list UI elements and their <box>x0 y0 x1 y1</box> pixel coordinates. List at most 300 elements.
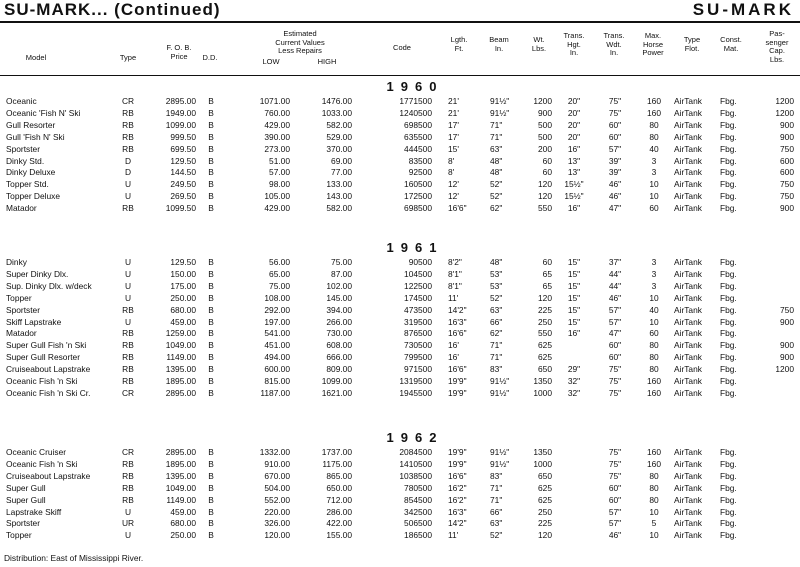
cell-beam: 53" <box>490 280 503 291</box>
cell-wt: 1350 <box>533 447 552 457</box>
cell-hp: 80 <box>649 352 659 363</box>
cell-high: 143.00 <box>326 191 352 202</box>
cell-model: Matador <box>6 203 37 214</box>
cell-type: U <box>124 179 132 190</box>
header-bottom-rule <box>0 75 800 76</box>
cell-cap: 750 <box>780 143 794 154</box>
cell-hp: 5 <box>651 518 657 529</box>
cell-dd: B <box>208 340 214 351</box>
cell-type: RB <box>122 458 134 469</box>
cell-hp: 80 <box>649 482 659 493</box>
cell-lgth: 15' <box>448 143 459 154</box>
cell-hp: 3 <box>651 268 657 279</box>
cell-wt: 225 <box>538 518 552 529</box>
cell-lgth: 19'9" <box>448 387 467 398</box>
col-passenger-cap: Pas- senger Cap. Lbs. <box>765 29 789 64</box>
cell-lgth: 19'9" <box>448 376 467 386</box>
col-price: F. O. B. Price <box>166 43 192 61</box>
cell-lgth: 16'3" <box>448 316 467 327</box>
cell-flot: AirTank <box>674 506 702 517</box>
cell-model: Sportster <box>6 518 40 529</box>
cell-cap: 600 <box>780 155 794 166</box>
cell-low: 760.00 <box>264 107 290 118</box>
cell-price: 1895.00 <box>165 376 196 386</box>
cell-dd: B <box>208 280 214 291</box>
cell-cap: 900 <box>780 352 794 363</box>
cell-wdt: 75" <box>608 107 622 118</box>
cell-high: 666.00 <box>326 352 352 363</box>
cell-type: RB <box>122 107 134 118</box>
cell-model: Gull 'Fish N' Ski <box>6 131 65 142</box>
cell-wdt: 75" <box>608 470 622 481</box>
col-dd: D.D. <box>202 53 218 62</box>
cell-wt: 65 <box>542 268 552 279</box>
cell-hp: 10 <box>649 316 659 327</box>
cell-price: 1049.00 <box>165 482 196 493</box>
cell-wt: 500 <box>538 119 552 130</box>
cell-code: 172500 <box>404 191 432 202</box>
cell-high: 77.00 <box>331 167 352 178</box>
cell-high: 266.00 <box>326 316 352 327</box>
cell-dd: B <box>208 458 214 469</box>
cell-dd: B <box>208 203 214 214</box>
cell-code: 174500 <box>404 292 432 303</box>
cell-dd: B <box>208 494 214 505</box>
table-row <box>0 506 800 518</box>
cell-hgt: 16" <box>567 328 581 339</box>
cell-mat: Fbg. <box>720 167 737 178</box>
cell-hp: 10 <box>649 530 659 541</box>
cell-wdt: 57" <box>608 518 622 529</box>
cell-hgt: 20" <box>567 131 581 142</box>
cell-dd: B <box>208 107 214 118</box>
cell-cap: 1200 <box>775 364 794 375</box>
cell-high: 1476.00 <box>321 96 352 106</box>
cell-hp: 160 <box>647 107 661 118</box>
cell-price: 250.00 <box>170 292 196 303</box>
cell-dd: B <box>208 292 214 303</box>
cell-hp: 10 <box>649 179 659 190</box>
cell-model: Skiff Lapstrake <box>6 316 62 327</box>
cell-wdt: 75" <box>608 376 622 386</box>
cell-hp: 40 <box>649 143 659 154</box>
cell-price: 1895.00 <box>165 458 196 469</box>
cell-wt: 625 <box>538 482 552 493</box>
cell-hgt: 20" <box>567 119 581 130</box>
cell-wt: 250 <box>538 506 552 517</box>
cell-low: 1332.00 <box>259 447 290 457</box>
cell-high: 1099.00 <box>321 376 352 386</box>
cell-type: U <box>124 257 132 267</box>
cell-mat: Fbg. <box>720 470 737 481</box>
cell-dd: B <box>208 482 214 493</box>
cell-hp: 80 <box>649 470 659 481</box>
cell-lgth: 8' <box>448 155 455 166</box>
cell-code: 698500 <box>404 203 432 214</box>
cell-high: 370.00 <box>326 143 352 154</box>
cell-mat: Fbg. <box>720 292 737 303</box>
table-row <box>0 292 800 304</box>
cell-wt: 550 <box>538 328 552 339</box>
cell-hgt: 20" <box>567 96 581 106</box>
cell-mat: Fbg. <box>720 143 737 154</box>
cell-wdt: 75" <box>608 387 622 398</box>
table-row <box>0 155 800 167</box>
cell-wdt: 37" <box>608 257 622 267</box>
cell-price: 680.00 <box>170 304 196 315</box>
cell-hp: 160 <box>647 458 661 469</box>
cell-type: RB <box>122 203 134 214</box>
cell-lgth: 16'2" <box>448 482 467 493</box>
cell-beam: 63" <box>490 304 503 315</box>
cell-hp: 160 <box>647 376 661 386</box>
page-header <box>0 0 800 20</box>
cell-model: Super Dinky Dlx. <box>6 268 69 279</box>
cell-hgt: 15½" <box>564 191 584 202</box>
cell-model: Cruiseabout Lapstrake <box>6 470 91 481</box>
cell-model: Gull Resorter <box>6 119 56 130</box>
cell-hgt: 32" <box>567 376 581 386</box>
cell-model: Dinky Std. <box>6 155 45 166</box>
cell-code: 92500 <box>408 167 432 178</box>
cell-wt: 225 <box>538 304 552 315</box>
cell-price: 249.50 <box>170 179 196 190</box>
cell-wt: 900 <box>538 107 552 118</box>
cell-flot: AirTank <box>674 304 702 315</box>
cell-low: 429.00 <box>264 203 290 214</box>
cell-dd: B <box>208 119 214 130</box>
cell-code: 1319500 <box>399 376 432 386</box>
cell-hgt: 15" <box>567 268 581 279</box>
cell-beam: 71" <box>490 131 503 142</box>
cell-model: Oceanic Cruiser <box>6 447 67 457</box>
cell-low: 494.00 <box>264 352 290 363</box>
cell-code: 1945500 <box>399 387 432 398</box>
cell-low: 120.00 <box>264 530 290 541</box>
cell-beam: 63" <box>490 143 503 154</box>
cell-wt: 120 <box>538 292 552 303</box>
cell-cap: 900 <box>780 203 794 214</box>
cell-wt: 1350 <box>533 376 552 386</box>
cell-low: 56.00 <box>269 257 290 267</box>
cell-lgth: 16'6" <box>448 328 467 339</box>
cell-lgth: 8'2" <box>448 257 462 267</box>
cell-cap: 900 <box>780 119 794 130</box>
cell-low: 326.00 <box>264 518 290 529</box>
cell-high: 87.00 <box>331 268 352 279</box>
cell-price: 150.00 <box>170 268 196 279</box>
cell-model: Sportster <box>6 143 40 154</box>
cell-wdt: 47" <box>608 328 622 339</box>
cell-code: 854500 <box>404 494 432 505</box>
table-row <box>0 363 800 375</box>
cell-type: RB <box>122 376 134 386</box>
cell-type: UR <box>121 518 135 529</box>
cell-wdt: 60" <box>608 131 622 142</box>
cell-dd: B <box>208 376 214 386</box>
cell-high: 730.00 <box>326 328 352 339</box>
cell-mat: Fbg. <box>720 119 737 130</box>
cell-cap: 750 <box>780 304 794 315</box>
cell-type: U <box>124 191 132 202</box>
cell-model: Oceanic Fish 'n Ski <box>6 458 78 469</box>
cell-flot: AirTank <box>674 107 702 118</box>
cell-low: 57.00 <box>269 167 290 178</box>
cell-flot: AirTank <box>674 268 702 279</box>
cell-low: 390.00 <box>264 131 290 142</box>
cell-wdt: 46" <box>608 191 622 202</box>
cell-code: 2084500 <box>399 447 432 457</box>
cell-model: Topper Deluxe <box>6 191 61 202</box>
cell-high: 1033.00 <box>321 107 352 118</box>
cell-flot: AirTank <box>674 96 702 106</box>
table-row <box>0 119 800 131</box>
col-lgth: Lgth. Ft. <box>450 35 468 53</box>
cell-hp: 160 <box>647 447 661 457</box>
cell-type: U <box>124 530 132 541</box>
col-wt: Wt. Lbs. <box>531 35 547 53</box>
cell-beam: 53" <box>490 268 503 279</box>
cell-type: CR <box>121 447 135 457</box>
cell-lgth: 16'6" <box>448 203 467 214</box>
table-row <box>0 446 800 458</box>
cell-dd: B <box>208 179 214 190</box>
cell-wdt: 60" <box>608 119 622 130</box>
cell-wdt: 60" <box>608 340 622 351</box>
cell-low: 910.00 <box>264 458 290 469</box>
cell-wt: 60 <box>542 155 552 166</box>
cell-flot: AirTank <box>674 364 702 375</box>
table-row <box>0 482 800 494</box>
cell-mat: Fbg. <box>720 328 737 339</box>
cell-wdt: 44" <box>608 280 622 291</box>
col-trans-wdt: Trans. Wdt. In. <box>603 31 625 57</box>
cell-flot: AirTank <box>674 352 702 363</box>
cell-cap: 750 <box>780 191 794 202</box>
cell-wdt: 39" <box>608 167 622 178</box>
cell-beam: 91½" <box>490 107 510 118</box>
cell-wdt: 57" <box>608 316 622 327</box>
cell-high: 582.00 <box>326 119 352 130</box>
cell-mat: Fbg. <box>720 268 737 279</box>
cell-hp: 60 <box>649 203 659 214</box>
cell-wt: 1000 <box>533 458 552 469</box>
cell-low: 600.00 <box>264 364 290 375</box>
cell-type: U <box>124 268 132 279</box>
cell-dd: B <box>208 304 214 315</box>
table-row <box>0 268 800 280</box>
cell-price: 459.00 <box>170 506 196 517</box>
cell-wt: 625 <box>538 340 552 351</box>
cell-low: 197.00 <box>264 316 290 327</box>
cell-low: 552.00 <box>264 494 290 505</box>
cell-flot: AirTank <box>674 494 702 505</box>
cell-flot: AirTank <box>674 155 702 166</box>
cell-dd: B <box>208 96 214 106</box>
cell-high: 145.00 <box>326 292 352 303</box>
cell-mat: Fbg. <box>720 280 737 291</box>
cell-beam: 48" <box>490 257 503 267</box>
cell-wt: 550 <box>538 203 552 214</box>
cell-low: 815.00 <box>264 376 290 386</box>
header-top-rule <box>0 21 800 23</box>
cell-type: RB <box>122 340 134 351</box>
cell-type: RB <box>122 328 134 339</box>
table-row <box>0 107 800 119</box>
cell-cap: 900 <box>780 340 794 351</box>
table-row <box>0 458 800 470</box>
cell-type: U <box>124 292 132 303</box>
col-model: Model <box>25 53 47 62</box>
cell-beam: 71" <box>490 340 503 351</box>
cell-lgth: 16'3" <box>448 506 467 517</box>
cell-wdt: 75" <box>608 364 622 375</box>
cell-low: 273.00 <box>264 143 290 154</box>
cell-hp: 160 <box>647 387 661 398</box>
table-row <box>0 375 800 387</box>
cell-mat: Fbg. <box>720 203 737 214</box>
cell-beam: 48" <box>490 167 503 178</box>
cell-wdt: 46" <box>608 292 622 303</box>
cell-flot: AirTank <box>674 143 702 154</box>
cell-beam: 66" <box>490 506 503 517</box>
cell-code: 799500 <box>404 352 432 363</box>
cell-dd: B <box>208 155 214 166</box>
cell-type: U <box>124 506 132 517</box>
cell-dd: B <box>208 191 214 202</box>
cell-high: 75.00 <box>331 257 352 267</box>
cell-type: RB <box>122 304 134 315</box>
cell-hgt: 20" <box>567 107 581 118</box>
cell-high: 865.00 <box>326 470 352 481</box>
cell-wt: 60 <box>542 167 552 178</box>
table-row <box>0 494 800 506</box>
cell-code: 730500 <box>404 340 432 351</box>
cell-dd: B <box>208 328 214 339</box>
table-row <box>0 190 800 202</box>
cell-low: 541.00 <box>264 328 290 339</box>
cell-low: 65.00 <box>269 268 290 279</box>
cell-flot: AirTank <box>674 530 702 541</box>
cell-hgt: 32" <box>567 387 581 398</box>
cell-hgt: 15½" <box>564 179 584 190</box>
cell-hp: 60 <box>649 328 659 339</box>
cell-high: 69.00 <box>331 155 352 166</box>
col-estimated-values: Estimated Current Values Less Repairs <box>275 29 325 55</box>
cell-dd: B <box>208 131 214 142</box>
cell-wdt: 60" <box>608 494 622 505</box>
cell-wt: 120 <box>538 530 552 541</box>
cell-lgth: 17' <box>448 119 459 130</box>
cell-flot: AirTank <box>674 280 702 291</box>
table-row <box>0 339 800 351</box>
cell-flot: AirTank <box>674 470 702 481</box>
cell-code: 506500 <box>404 518 432 529</box>
cell-flot: AirTank <box>674 316 702 327</box>
cell-high: 422.00 <box>326 518 352 529</box>
cell-dd: B <box>208 518 214 529</box>
cell-price: 1099.00 <box>165 119 196 130</box>
cell-high: 809.00 <box>326 364 352 375</box>
year-heading-1962: 1962 <box>386 430 444 445</box>
cell-high: 394.00 <box>326 304 352 315</box>
cell-mat: Fbg. <box>720 340 737 351</box>
cell-model: Matador <box>6 328 37 339</box>
cell-dd: B <box>208 316 214 327</box>
cell-flot: AirTank <box>674 131 702 142</box>
cell-code: 876500 <box>404 328 432 339</box>
cell-flot: AirTank <box>674 482 702 493</box>
cell-dd: B <box>208 143 214 154</box>
cell-wdt: 46" <box>608 530 622 541</box>
cell-mat: Fbg. <box>720 179 737 190</box>
cell-mat: Fbg. <box>720 107 737 118</box>
cell-type: D <box>124 155 132 166</box>
cell-high: 529.00 <box>326 131 352 142</box>
cell-price: 1049.00 <box>165 340 196 351</box>
cell-wt: 1200 <box>533 96 552 106</box>
cell-lgth: 8'1" <box>448 280 462 291</box>
cell-lgth: 12' <box>448 191 459 202</box>
cell-mat: Fbg. <box>720 131 737 142</box>
cell-mat: Fbg. <box>720 191 737 202</box>
cell-type: RB <box>122 131 134 142</box>
cell-mat: Fbg. <box>720 494 737 505</box>
cell-model: Dinky Deluxe <box>6 167 56 178</box>
cell-hp: 80 <box>649 119 659 130</box>
cell-price: 269.50 <box>170 191 196 202</box>
cell-lgth: 16'6" <box>448 364 467 375</box>
cell-hp: 80 <box>649 364 659 375</box>
col-const-mat: Const. Mat. <box>720 35 742 53</box>
cell-low: 51.00 <box>269 155 290 166</box>
col-horse-power: Max. Horse Power <box>642 31 664 57</box>
cell-model: Oceanic Fish 'n Ski <box>6 376 78 386</box>
cell-price: 999.50 <box>170 131 196 142</box>
cell-mat: Fbg. <box>720 316 737 327</box>
cell-lgth: 14'2" <box>448 304 467 315</box>
cell-lgth: 19'9" <box>448 447 467 457</box>
cell-lgth: 17' <box>448 131 459 142</box>
cell-lgth: 14'2" <box>448 518 467 529</box>
cell-cap: 600 <box>780 167 794 178</box>
cell-dd: B <box>208 364 214 375</box>
cell-price: 1149.00 <box>166 352 196 363</box>
cell-lgth: 19'9" <box>448 458 467 469</box>
cell-flot: AirTank <box>674 203 702 214</box>
cell-wt: 1000 <box>533 387 552 398</box>
cell-hp: 3 <box>651 167 657 178</box>
cell-wdt: 46" <box>608 179 622 190</box>
cell-dd: B <box>208 268 214 279</box>
cell-code: 971500 <box>404 364 432 375</box>
cell-wdt: 44" <box>608 268 622 279</box>
cell-type: U <box>124 316 132 327</box>
cell-wdt: 60" <box>608 482 622 493</box>
cell-mat: Fbg. <box>720 304 737 315</box>
cell-code: 90500 <box>408 257 432 267</box>
cell-hgt: 13" <box>567 155 581 166</box>
cell-flot: AirTank <box>674 387 702 398</box>
cell-lgth: 16' <box>448 352 459 363</box>
cell-dd: B <box>208 447 214 457</box>
cell-wdt: 57" <box>608 304 622 315</box>
cell-flot: AirTank <box>674 179 702 190</box>
cell-cap: 900 <box>780 316 794 327</box>
cell-flot: AirTank <box>674 191 702 202</box>
cell-low: 105.00 <box>264 191 290 202</box>
cell-beam: 83" <box>490 470 503 481</box>
